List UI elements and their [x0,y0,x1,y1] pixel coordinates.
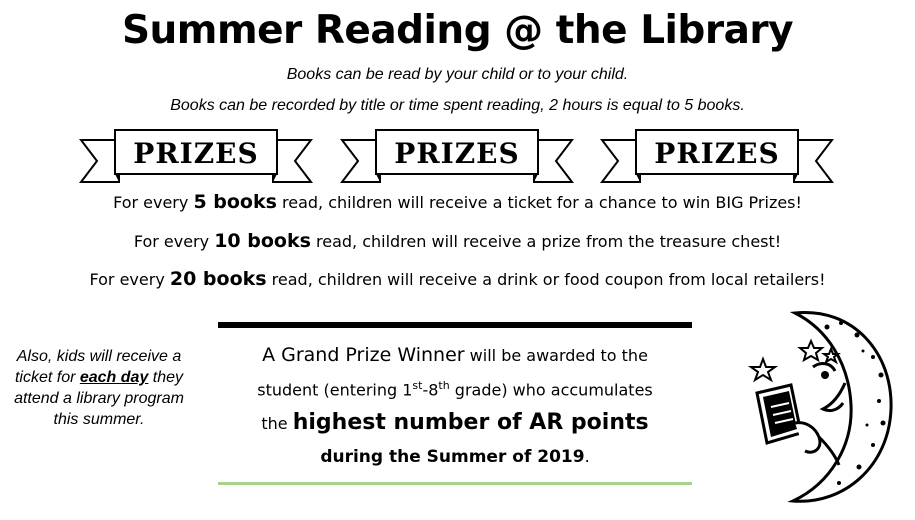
prize-amount: 10 books [214,230,311,252]
prize-prefix: For every [89,270,170,289]
note-text-2: they attend a library program this summer. [14,369,184,428]
prize-line-10-books [0,230,915,252]
note-text-1: Also, kids will receive a ticket for [14,348,182,386]
prizes-banner-2 [340,128,574,188]
grand-highlight: highest number of AR points [292,410,649,436]
prize-amount: 20 books [169,268,267,290]
grand-prize-top-rule [218,322,692,328]
prize-prefix: For every [113,193,194,212]
grand-line-4-end: . [584,447,590,467]
grand-line-2b: -8 [422,380,439,400]
page-title: Summer Reading @ the Library [121,8,794,53]
prize-amount: 5 books [193,191,277,213]
grand-sup-st: st [412,379,423,392]
grand-prize-text [218,340,692,472]
prize-suffix: read, children will receive a prize from the treasure chest! [310,232,782,251]
prize-suffix: read, children will receive a drink or food coupon from local retailers! [266,270,826,289]
grand-line-4: during the Summer of 2019 [320,447,585,468]
prize-line-5-books [0,191,915,213]
prize-line-20-books [0,268,915,290]
prizes-banner-3 [600,128,834,188]
prize-prefix: For every [133,232,215,251]
subtitle-line-2: Books can be recorded by title or time spent reading, 2 hours is equal to 5 books. [170,97,745,114]
grand-prize-lead: A Grand Prize Winner [262,344,465,366]
daily-ticket-note [4,346,194,430]
banner-label: PRIZES [654,137,780,170]
prizes-banner-1 [79,128,313,188]
grand-line-2c: grade) who accumulates [449,380,653,400]
note-emphasis: each day [79,369,149,386]
grand-line-2a: student (entering 1 [257,380,413,400]
banner-label: PRIZES [133,137,259,170]
banner-label: PRIZES [394,137,520,170]
grand-sup-th: th [438,379,450,392]
grand-prize-bottom-rule [218,482,692,485]
prize-suffix: read, children will receive a ticket for a chance to win BIG Prizes! [276,193,802,212]
subtitle-line-1: Books can be read by your child or to your child. [286,66,629,83]
grand-line-3a: the [261,414,293,434]
grand-line-1-rest: will be awarded to the [464,346,648,365]
moon-reading-book-icon [735,305,905,515]
